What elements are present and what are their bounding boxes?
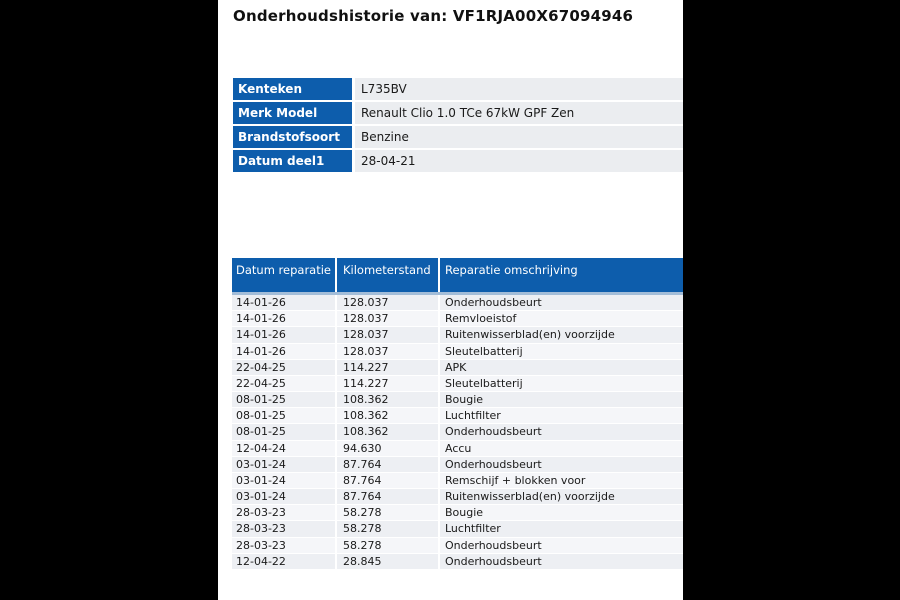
history-row (232, 473, 683, 489)
history-cell-date: 14-01-26 (232, 344, 337, 359)
history-cell-km: 114.227 (337, 376, 440, 391)
history-cell-km: 108.362 (337, 392, 440, 407)
history-cell-date: 03-01-24 (232, 489, 337, 504)
history-header-km: Kilometerstand (337, 258, 440, 292)
history-cell-date: 12-04-24 (232, 441, 337, 456)
history-cell-desc: Accu (440, 441, 683, 456)
history-cell-km: 128.037 (337, 327, 440, 342)
history-cell-date: 14-01-26 (232, 295, 337, 310)
history-cell-date: 08-01-25 (232, 424, 337, 439)
history-cell-desc: Onderhoudsbeurt (440, 554, 683, 569)
history-cell-desc: Remvloeistof (440, 311, 683, 326)
history-cell-km: 128.037 (337, 295, 440, 310)
history-cell-desc: Onderhoudsbeurt (440, 424, 683, 439)
history-row (232, 311, 683, 327)
history-row (232, 538, 683, 554)
maintenance-history-table (232, 258, 683, 570)
history-cell-km: 87.764 (337, 473, 440, 488)
history-cell-km: 87.764 (337, 489, 440, 504)
letterbox-left (0, 0, 218, 600)
history-cell-desc: Ruitenwisserblad(en) voorzijde (440, 489, 683, 504)
info-row (233, 102, 683, 124)
history-row (232, 344, 683, 360)
info-row (233, 78, 683, 100)
info-row (233, 150, 683, 172)
history-cell-desc: Sleutelbatterij (440, 344, 683, 359)
history-cell-desc: APK (440, 360, 683, 375)
history-row (232, 489, 683, 505)
info-value: Benzine (355, 126, 683, 148)
history-cell-km: 128.037 (337, 344, 440, 359)
history-cell-km: 28.845 (337, 554, 440, 569)
history-cell-km: 108.362 (337, 424, 440, 439)
history-cell-desc: Bougie (440, 392, 683, 407)
history-cell-desc: Ruitenwisserblad(en) voorzijde (440, 327, 683, 342)
info-label: Brandstofsoort (233, 126, 355, 148)
history-row (232, 360, 683, 376)
history-row (232, 457, 683, 473)
history-cell-date: 28-03-23 (232, 538, 337, 553)
history-cell-date: 28-03-23 (232, 505, 337, 520)
info-row (233, 126, 683, 148)
info-value: Renault Clio 1.0 TCe 67kW GPF Zen (355, 102, 683, 124)
history-cell-date: 14-01-26 (232, 311, 337, 326)
history-body (232, 295, 683, 570)
history-header-date: Datum reparatie (232, 258, 337, 292)
history-row (232, 521, 683, 537)
history-cell-date: 14-01-26 (232, 327, 337, 342)
history-cell-km: 87.764 (337, 457, 440, 472)
info-label: Kenteken (233, 78, 355, 100)
history-cell-date: 03-01-24 (232, 457, 337, 472)
history-cell-km: 58.278 (337, 505, 440, 520)
history-cell-date: 08-01-25 (232, 392, 337, 407)
history-cell-desc: Onderhoudsbeurt (440, 295, 683, 310)
history-header-desc: Reparatie omschrijving (445, 263, 578, 277)
history-row (232, 295, 683, 311)
vehicle-info-table (233, 78, 683, 174)
history-row (232, 327, 683, 343)
history-cell-desc: Luchtfilter (440, 408, 683, 423)
history-cell-date: 28-03-23 (232, 521, 337, 536)
history-cell-date: 03-01-24 (232, 473, 337, 488)
info-label: Datum deel1 (233, 150, 355, 172)
history-cell-km: 58.278 (337, 521, 440, 536)
history-row (232, 376, 683, 392)
history-row (232, 392, 683, 408)
history-cell-desc: Luchtfilter (440, 521, 683, 536)
history-row (232, 408, 683, 424)
history-cell-date: 22-04-25 (232, 376, 337, 391)
history-cell-desc: Onderhoudsbeurt (440, 457, 683, 472)
history-row (232, 505, 683, 521)
history-header-row (232, 258, 683, 295)
letterbox-right (683, 0, 900, 600)
info-value: L735BV (355, 78, 683, 100)
history-cell-desc: Sleutelbatterij (440, 376, 683, 391)
info-value: 28-04-21 (355, 150, 683, 172)
history-cell-km: 58.278 (337, 538, 440, 553)
history-cell-km: 108.362 (337, 408, 440, 423)
page-title: Onderhoudshistorie van: VF1RJA00X67094946 (233, 7, 634, 25)
history-row (232, 441, 683, 457)
history-cell-date: 08-01-25 (232, 408, 337, 423)
info-label: Merk Model (233, 102, 355, 124)
history-cell-km: 128.037 (337, 311, 440, 326)
history-cell-date: 22-04-25 (232, 360, 337, 375)
history-row (232, 554, 683, 570)
history-row (232, 424, 683, 440)
history-cell-km: 94.630 (337, 441, 440, 456)
history-cell-desc: Onderhoudsbeurt (440, 538, 683, 553)
document-page (218, 0, 683, 600)
history-cell-desc: Bougie (440, 505, 683, 520)
history-cell-date: 12-04-22 (232, 554, 337, 569)
history-cell-desc: Remschijf + blokken voor (440, 473, 683, 488)
history-cell-km: 114.227 (337, 360, 440, 375)
